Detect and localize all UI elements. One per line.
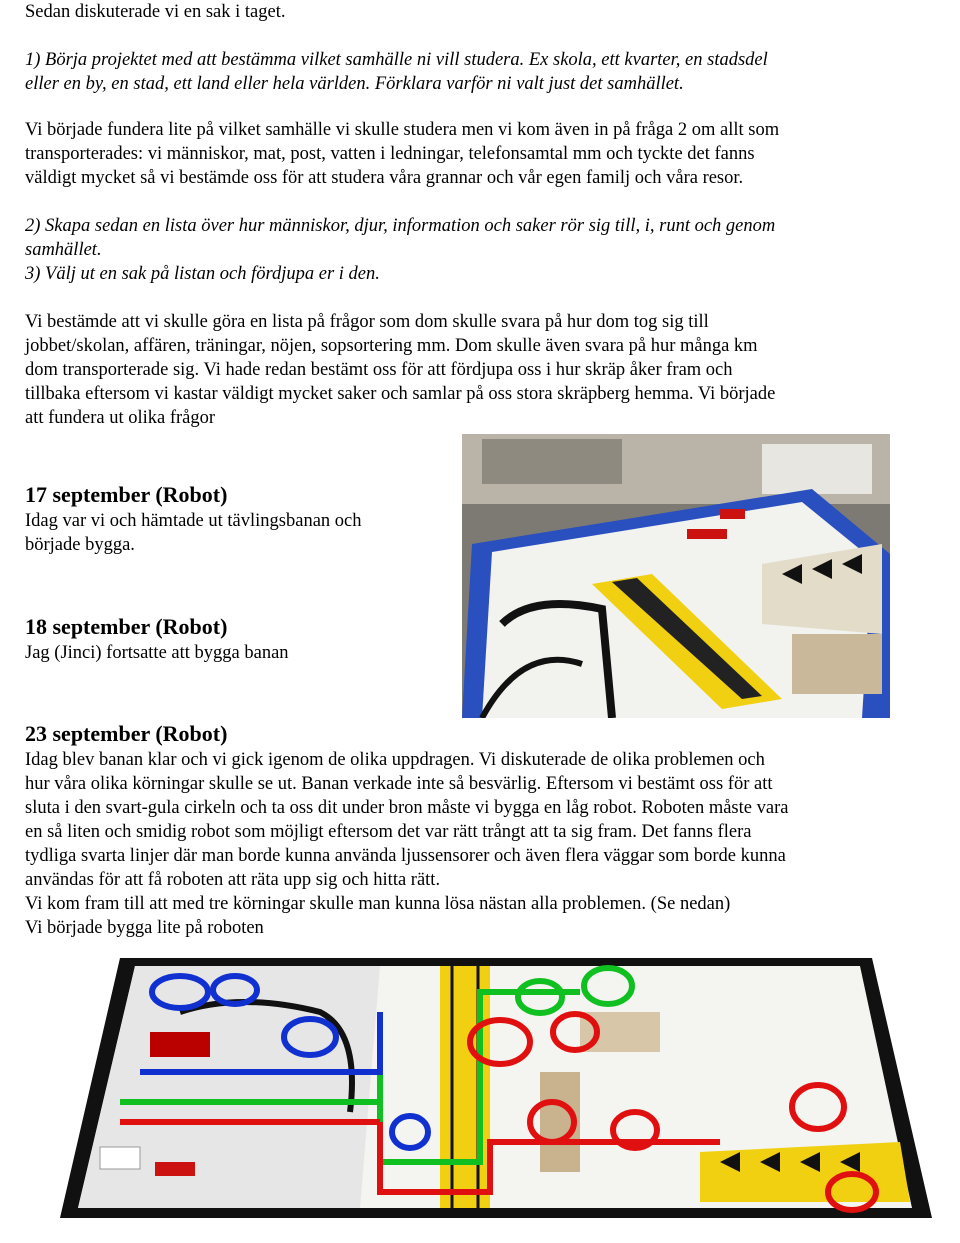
answer-1-line-3: väldigt mycket så vi bestämde oss för att studera våra grannar och vår egen familj och våra resor. (25, 168, 744, 188)
entry-3-line-5: tydliga svarta linjer där man borde kunna använda ljussensorer och även flera väggar som borde kunna (25, 846, 786, 866)
entry-2-heading: 18 september (Robot) (25, 614, 228, 639)
entry-1-heading: 17 september (Robot) (25, 482, 228, 507)
annotated-board-photo (60, 952, 932, 1222)
task-1-line-2: eller en by, en stad, ett land eller hela världen. Förklara varför ni valt just det samhället. (25, 74, 684, 94)
entry-3-heading: 23 september (Robot) (25, 721, 228, 746)
answer-2-line-4: tillbaka eftersom vi kastar väldigt mycket saker och samlar på oss stora skräpberg hemma. Vi började (25, 384, 776, 404)
entry-2-line-1: Jag (Jinci) fortsatte att bygga banan (25, 643, 289, 663)
answer-2-line-3: dom transporterade sig. Vi hade redan bestämt oss för att fördjupa oss i hur skräp åker fram och (25, 360, 733, 380)
intro-text: Sedan diskuterade vi en sak i taget. (25, 2, 286, 22)
task-1-line-1: 1) Börja projektet med att bestämma vilket samhälle ni vill studera. Ex skola, ett kvarter, en stadsdel (25, 50, 768, 70)
entry-3-line-8: Vi började bygga lite på roboten (25, 918, 264, 938)
entry-3-line-2: hur våra olika körningar skulle se ut. Banan verkade inte så besvärlig. Eftersom vi bestämt oss för att (25, 774, 773, 794)
task-2-line-2: samhället. (25, 240, 102, 260)
task-2-line-1: 2) Skapa sedan en lista över hur människor, djur, information och saker rör sig till, i, runt och genom (25, 216, 776, 236)
answer-1-line-2: transporterades: vi människor, mat, post, vatten i ledningar, telefonsamtal mm och tyckte det fanns (25, 144, 755, 164)
entry-1-line-2: började bygga. (25, 535, 135, 555)
entry-3-line-6: användas för att få roboten att räta upp sig och hitta rätt. (25, 870, 441, 890)
entry-1-line-1: Idag var vi och hämtade ut tävlingsbanan och (25, 511, 362, 531)
answer-2-line-2: jobbet/skolan, affären, träningar, nöjen, sopsortering mm. Dom skulle även svara på hur många km (25, 336, 758, 356)
task-3-line: 3) Välj ut en sak på listan och fördjupa er i den. (25, 264, 380, 284)
answer-2-line-1: Vi bestämde att vi skulle göra en lista på frågor som dom skulle svara på hur dom tog sig till (25, 312, 709, 332)
entry-3-line-1: Idag blev banan klar och vi gick igenom de olika uppdragen. Vi diskuterade de olika problemen och (25, 750, 765, 770)
answer-1-line-1: Vi började fundera lite på vilket samhälle vi skulle studera men vi kom även in på fråga 2 om allt som (25, 120, 780, 140)
entry-3-line-3: sluta i den svart-gula cirkeln och ta oss dit under bron måste vi bygga en låg robot. Roboten måste vara (25, 798, 789, 818)
entry-3-line-4: en så liten och smidig robot som möjligt eftersom det var rätt trångt att ta sig fram. Det fanns flera (25, 822, 752, 842)
competition-table-photo (462, 434, 890, 718)
entry-3-line-7: Vi kom fram till att med tre körningar skulle man kunna lösa nästan alla problemen. (Se nedan) (25, 894, 731, 914)
answer-2-line-5: att fundera ut olika frågor (25, 408, 216, 428)
